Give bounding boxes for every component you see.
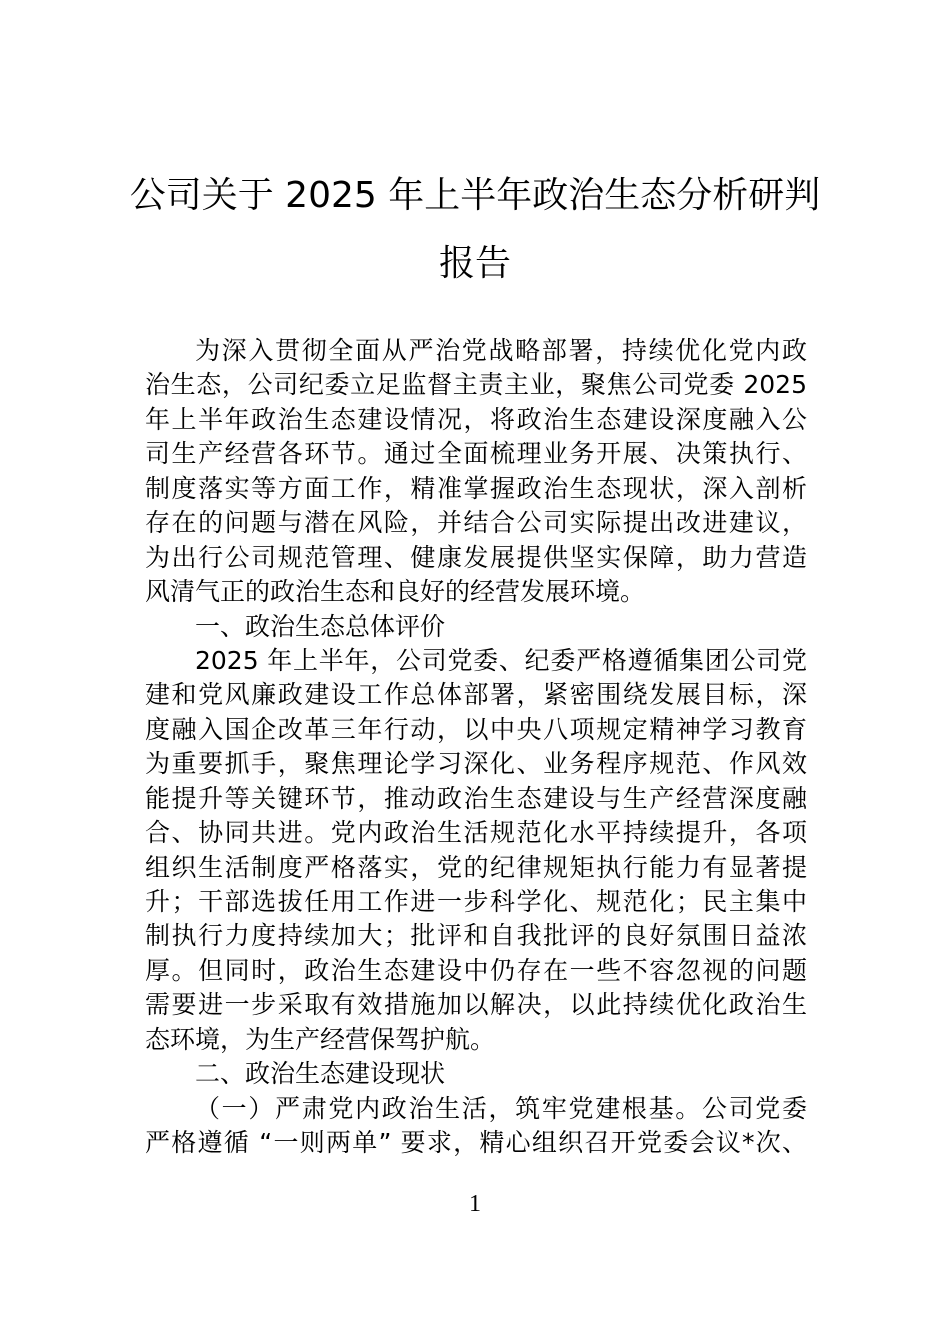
evaluation-paragraph-line: 度融入国企改革三年行动，以中央八项规定精神学习教育 <box>145 714 807 744</box>
document-title-line-1: 公司关于 2025 年上半年政治生态分析研判 <box>129 175 821 216</box>
evaluation-paragraph-line: 态环境，为生产经营保驾护航。 <box>145 1024 496 1054</box>
section-heading-1: 一、政治生态总体评价 <box>195 611 446 641</box>
document-title-line-2: 报告 <box>438 243 511 284</box>
evaluation-paragraph-line: 能提升等关键环节，推动政治生态建设与生产经营深度融 <box>145 783 807 813</box>
evaluation-paragraph-line: 制执行力度持续加大；批评和自我批评的良好氛围日益浓 <box>145 921 807 951</box>
evaluation-paragraph-line: 2025 年上半年，公司党委、纪委严格遵循集团公司党 <box>195 645 807 675</box>
evaluation-paragraph-line: 厚。但同时，政治生态建设中仍存在一些不容忽视的问题 <box>145 955 807 985</box>
evaluation-paragraph-line: 为重要抓手，聚焦理论学习深化、业务程序规范、作风效 <box>145 749 807 779</box>
evaluation-paragraph-line: 组织生活制度严格落实，党的纪律规矩执行能力有显著提 <box>145 852 807 882</box>
intro-paragraph-line: 存在的问题与潜在风险，并结合公司实际提出改进建议， <box>145 508 807 538</box>
evaluation-paragraph-line: 升；干部选拔任用工作进一步科学化、规范化；民主集中 <box>145 887 807 916</box>
status-paragraph-line: 严格遵循 “一则两单” 要求，精心组织召开党委会议*次、 <box>145 1128 807 1158</box>
intro-paragraph-line: 治生态，公司纪委立足监督主责主业，聚焦公司党委 2025 <box>145 370 807 400</box>
evaluation-paragraph-line: 需要进一步采取有效措施加以解决，以此持续优化政治生 <box>145 990 807 1020</box>
evaluation-paragraph-line: 建和党风廉政建设工作总体部署，紧密围绕发展目标，深 <box>145 680 807 710</box>
document-body <box>145 334 807 1161</box>
intro-paragraph-line: 年上半年政治生态建设情况，将政治生态建设深度融入公 <box>145 404 807 434</box>
evaluation-paragraph-line: 合、协同共进。党内政治生活规范化水平持续提升，各项 <box>145 818 807 848</box>
intro-paragraph-line: 司生产经营各环节。通过全面梳理业务开展、决策执行、 <box>145 439 807 469</box>
intro-paragraph-line: 为深入贯彻全面从严治党战略部署，持续优化党内政 <box>195 336 807 365</box>
intro-paragraph-line: 制度落实等方面工作，精准掌握政治生态现状，深入剖析 <box>145 473 807 503</box>
page-number: 1 <box>469 1191 481 1217</box>
intro-paragraph-line: 风清气正的政治生态和良好的经营发展环境。 <box>145 577 646 607</box>
status-paragraph-line: （一）严肃党内政治生活，筑牢党建根基。公司党委 <box>195 1093 807 1123</box>
intro-paragraph-line: 为出行公司规范管理、健康发展提供坚实保障，助力营造 <box>145 542 807 572</box>
section-heading-2: 二、政治生态建设现状 <box>195 1059 446 1089</box>
